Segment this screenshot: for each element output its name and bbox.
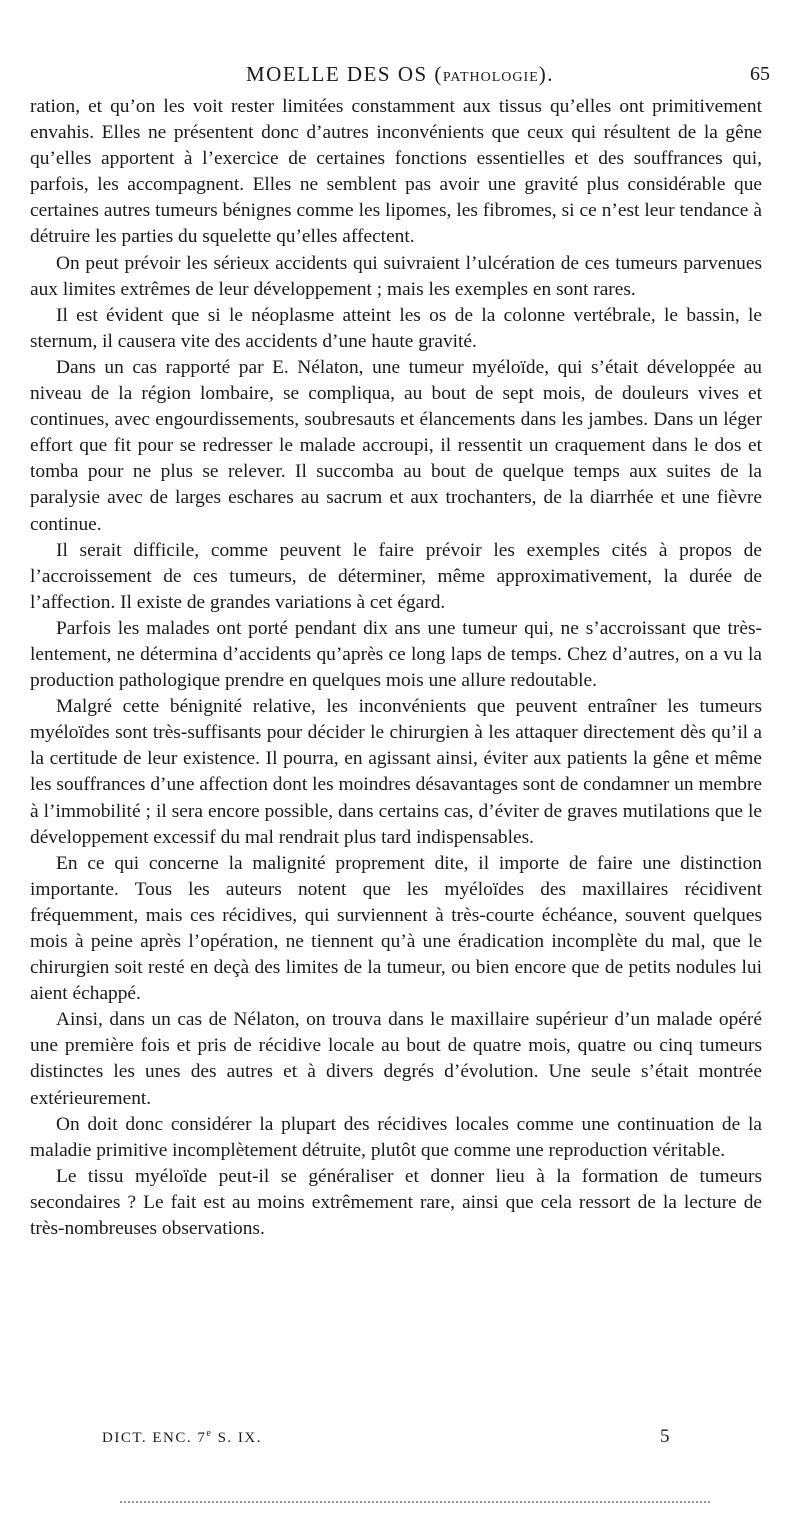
signature-text: DICT. ENC. 7 [102,1430,207,1446]
paragraph: En ce qui concerne la malignité proprement dite, il importe de faire une distinction importante. Tous les auteurs notent que les myéloïdes des maxillaires récidivent fréquemment, mais ces récidives, qui surviennent à très-courte échéance, souvent quelques mois à peine après l’opération, ne tiennent qu’à une éradication incomplète du mal, que le chirurgien soit resté en deçà des limites de la tumeur, ou bien encore que de petits nodules lui aient échappé. [30,852,762,1005]
page-number: 65 [750,63,770,85]
signature-volume: S. IX. [212,1430,263,1446]
running-title [30,62,770,87]
paragraph: Il est évident que si le néoplasme atteint les os de la colonne vertébrale, le bassin, le sternum, il causera vite des accidents d’une haute gravité. [30,304,762,352]
paragraph: Ainsi, dans un cas de Nélaton, on trouva dans le maxillaire supérieur d’un malade opéré une première fois et pris de récidive locale au bout de quatre mois, quatre ou cinq tumeurs distinctes les unes des autres et à divers degrés d’évolution. Une seule s’était montrée extérieurement. [30,1009,762,1109]
running-title-main: MOELLE DES OS ( [246,62,443,86]
signature-superscript: e [206,1428,213,1439]
paragraph: Dans un cas rapporté par E. Nélaton, une tumeur myéloïde, qui s’était développée au niveau de la région lombaire, se compliqua, au bout de sept mois, de douleurs vives et continues, avec engourdissements, soubresauts et élancements dans les jambes. Dans un léger effort que fit pour se redresser le malade accroupi, il ressentit un craquement dans le dos et tomba pour ne plus se relever. Il succomba au bout de quelque temps aux suites de la paralysie avec de larges eschares au sacrum et aux trochanters, de la diarrhée et une fièvre continue. [30,356,762,535]
paragraph: Malgré cette bénignité relative, les inconvénients que peuvent entraîner les tumeurs myéloïdes sont très-suffisants pour décider le chirurgien à les attaquer directement dès qu’il a la certitude de leur existence. Il pourra, en agissant ainsi, éviter aux patients la gêne et même les souffrances d’une affection dont les moindres désavantages sont de condamner un membre à l’immobilité ; il sera encore possible, dans certains cas, d’éviter de graves mutilations que le développement excessif du mal rendrait plus tard indispensables. [30,696,762,848]
paragraph: Il serait difficile, comme peuvent le faire prévoir les exemples cités à propos de l’accroissement de ces tumeurs, de déterminer, même approximativement, la durée de l’affection. Il existe de grandes variations à cet égard. [30,539,762,613]
paragraph: Le tissu myéloïde peut-il se généraliser et donner lieu à la formation de tumeurs secondaires ? Le fait est au moins extrêmement rare, ainsi que cela ressort de la lecture de très-nombreuses observations. [30,1165,762,1240]
sheet-number: 5 [660,1426,670,1447]
paragraph: On peut prévoir les sérieux accidents qui suivraient l’ulcération de ces tumeurs parvenues aux limites extrêmes de leur développement ; mais les exemples en sont rares. [30,252,762,300]
paragraph: Parfois les malades ont porté pendant dix ans une tumeur qui, ne s’accroissant que très-lentement, ne détermina d’accidents qu’après ce long laps de temps. Chez d’autres, on a vu la production pathologique prendre en quelques mois une allure redoutable. [30,617,762,692]
running-head [30,62,770,92]
page-footer [30,1426,770,1456]
running-title-end: ). [538,62,554,86]
paragraph: ration, et qu’on les voit rester limitées constamment aux tissus qu’elles ont primitivement envahis. Elles ne présentent donc d’autres inconvénients que ceux qui résultent de la gêne qu’elles apportent à l’exercice de certaines fonctions essentielles et des souffrances qui, parfois, les accompagnent. Elles ne semblent pas avoir une gravité plus considérable que certaines autres tumeurs bénignes comme les lipomes, les fibromes, si ce n’est leur tendance à détruire les parties du squelette qu’elles affectent. [30,96,762,248]
running-title-subject: PATHOLOGIE [442,70,539,85]
bottom-dotted-rule [120,1501,710,1503]
body-text [30,94,762,1242]
paragraph: On doit donc considérer la plupart des récidives locales comme une continuation de la maladie primitive incomplètement détruite, plutôt que comme une reproduction véritable. [30,1113,762,1161]
printer-signature [102,1428,262,1447]
